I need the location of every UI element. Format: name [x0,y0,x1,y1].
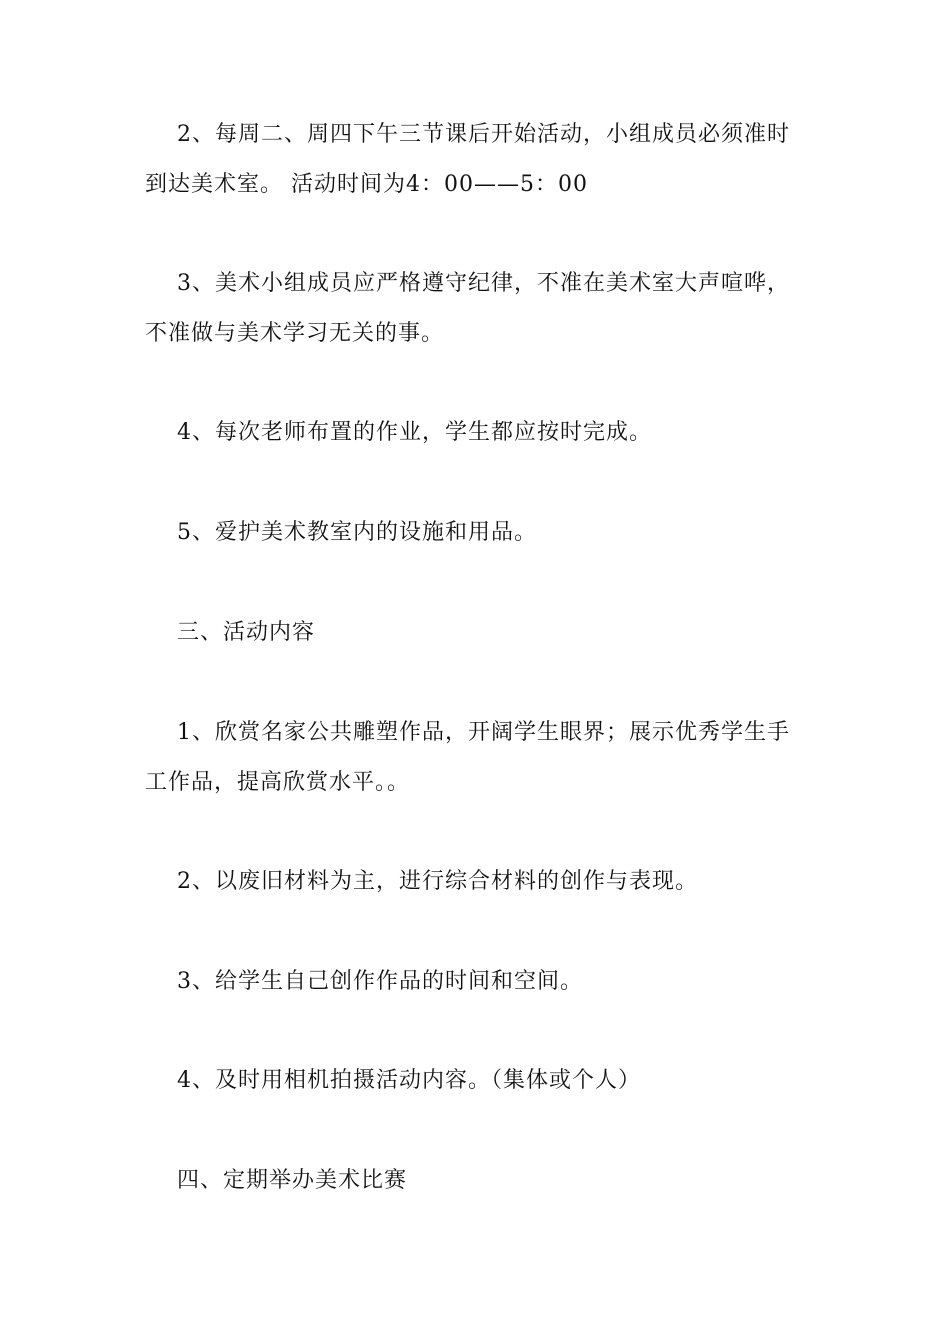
paragraph-content-2: 2、以废旧材料为主，进行综合材料的创作与表现。 [177,869,698,894]
paragraph-rule-3: 3、美术小组成员应严格遵守纪律，不准在美术室大声喧哗，不准做与美术学习无关的事。 [145,271,790,346]
paragraph-rule-5: 5、爱护美术教室内的设施和用品。 [177,520,537,545]
paragraph-content-1: 1、欣赏名家公共雕塑作品，开阔学生眼界；展示优秀学生手工作品，提高欣赏水平。。 [145,720,790,795]
section-heading-activity-content: 三、活动内容 [177,620,316,645]
paragraph-content-3: 3、给学生自己创作作品的时间和空间。 [177,969,583,994]
paragraph-rule-2: 2、每周二、周四下午三节课后开始活动，小组成员必须准时到达美术室。 活动时间为4：00——5：00 [145,122,790,197]
section-heading-art-competition: 四、定期举办美术比赛 [177,1168,408,1193]
paragraph-rule-4: 4、每次老师布置的作业，学生都应按时完成。 [177,420,652,445]
paragraph-content-4: 4、及时用相机拍摄活动内容。（集体或个人） [177,1068,641,1093]
